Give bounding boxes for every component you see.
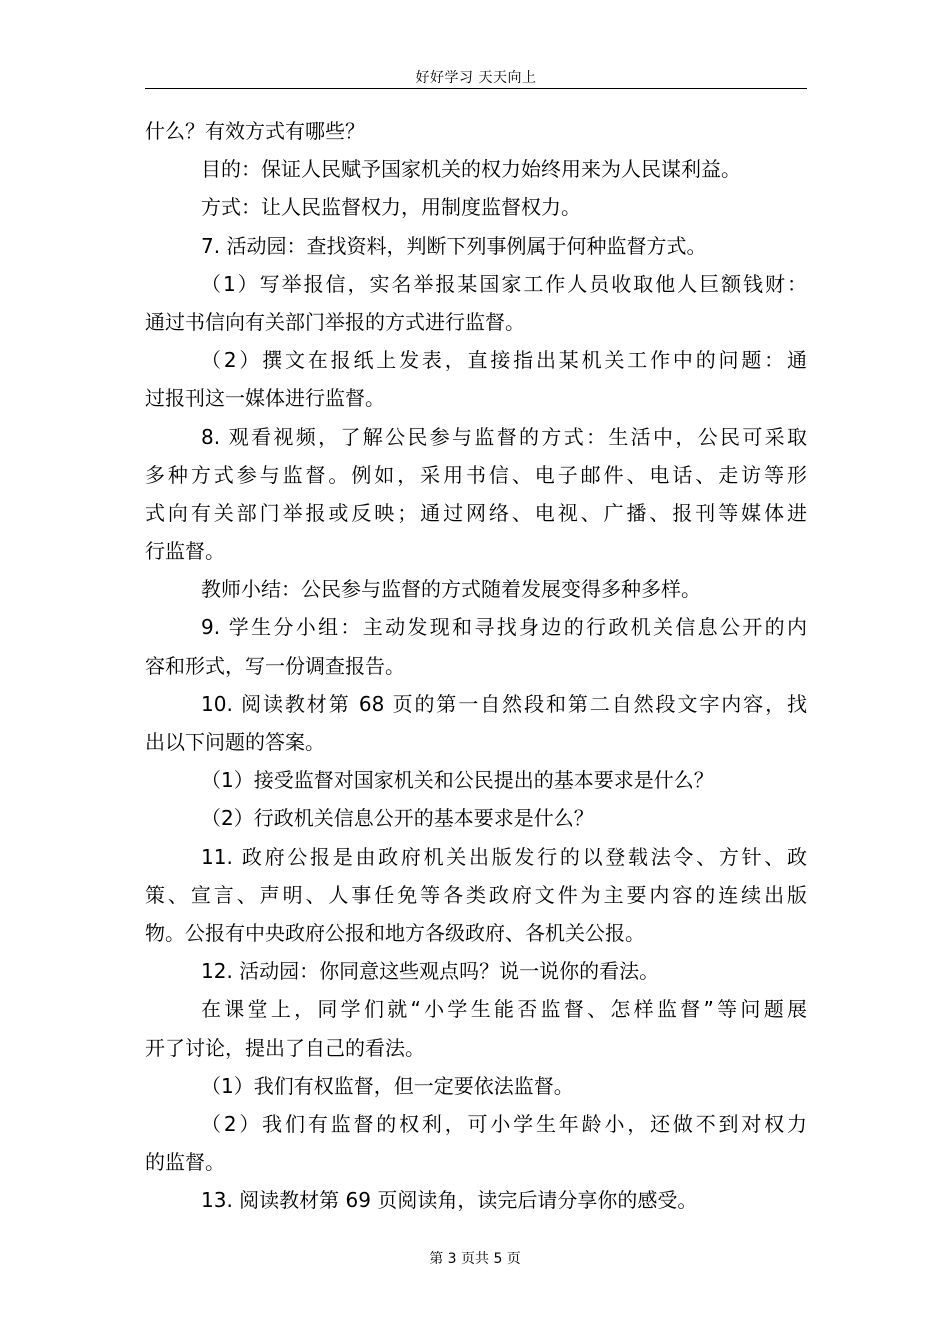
text-line: 行监督。: [145, 539, 225, 564]
text-line: 容和形式，写一份调查报告。: [145, 653, 405, 678]
text-line: 什么？有效方式有哪些？: [145, 119, 365, 143]
document-body: [145, 112, 807, 1219]
text-line: 11. 政府公报是由政府机关出版发行的以登载法令、方针、政: [201, 844, 807, 869]
text-line: （1）写举报信，实名举报某国家工作人员收取他人巨额钱财：: [201, 271, 807, 296]
text-line: （1）我们有权监督，但一定要依法监督。: [201, 1073, 574, 1098]
text-line: 方式：让人民监督权力，用制度监督权力。: [201, 195, 581, 220]
text-line: （1）接受监督对国家机关和公民提出的基本要求是什么？: [201, 768, 714, 793]
header-divider: [145, 88, 807, 89]
text-line: 教师小结：公民参与监督的方式随着发展变得多种多样。: [201, 577, 701, 602]
text-line: 物。公报有中央政府公报和地方各级政府、各机关公报。: [145, 920, 645, 945]
text-line: 策、宣言、声明、人事任免等各类政府文件为主要内容的连续出版: [145, 882, 807, 907]
text-line: 通过书信向有关部门举报的方式进行监督。: [145, 309, 525, 334]
text-line: 出以下问题的答案。: [145, 730, 325, 754]
text-line: （2）我们有监督的权利，可小学生年龄小，还做不到对权力: [201, 1111, 807, 1136]
text-line: 12. 活动园：你同意这些观点吗？说一说你的看法。: [201, 959, 660, 984]
text-line: 9. 学生分小组：主动发现和寻找身边的行政机关信息公开的内: [201, 615, 807, 640]
text-line: 的监督。: [145, 1150, 225, 1175]
text-line: （2）撰文在报纸上发表，直接指出某机关工作中的问题：通: [201, 348, 807, 373]
text-line: 在课堂上，同学们就“小学生能否监督、怎样监督”等问题展: [201, 997, 807, 1022]
text-line: 过报刊这一媒体进行监督。: [145, 386, 385, 411]
page-footer: 第 3 页共 5 页: [429, 1251, 521, 1267]
text-line: 目的：保证人民赋予国家机关的权力始终用来为人民谋利益。: [201, 157, 741, 182]
page-header: 好好学习 天天向上: [415, 70, 537, 86]
text-line: 开了讨论，提出了自己的看法。: [145, 1035, 425, 1060]
text-line: 8. 观看视频，了解公民参与监督的方式：生活中，公民可采取: [201, 424, 807, 449]
text-line: 多种方式参与监督。例如，采用书信、电子邮件、电话、走访等形: [145, 462, 807, 487]
text-line: 10. 阅读教材第 68 页的第一自然段和第二自然段文字内容，找: [201, 691, 807, 716]
text-line: 式向有关部门举报或反映；通过网络、电视、广播、报刊等媒体进: [145, 500, 807, 525]
text-line: 7. 活动园：查找资料，判断下列事例属于何种监督方式。: [201, 233, 707, 258]
text-line: 13. 阅读教材第 69 页阅读角，读完后请分享你的感受。: [201, 1188, 698, 1213]
text-line: （2）行政机关信息公开的基本要求是什么？: [201, 806, 594, 831]
